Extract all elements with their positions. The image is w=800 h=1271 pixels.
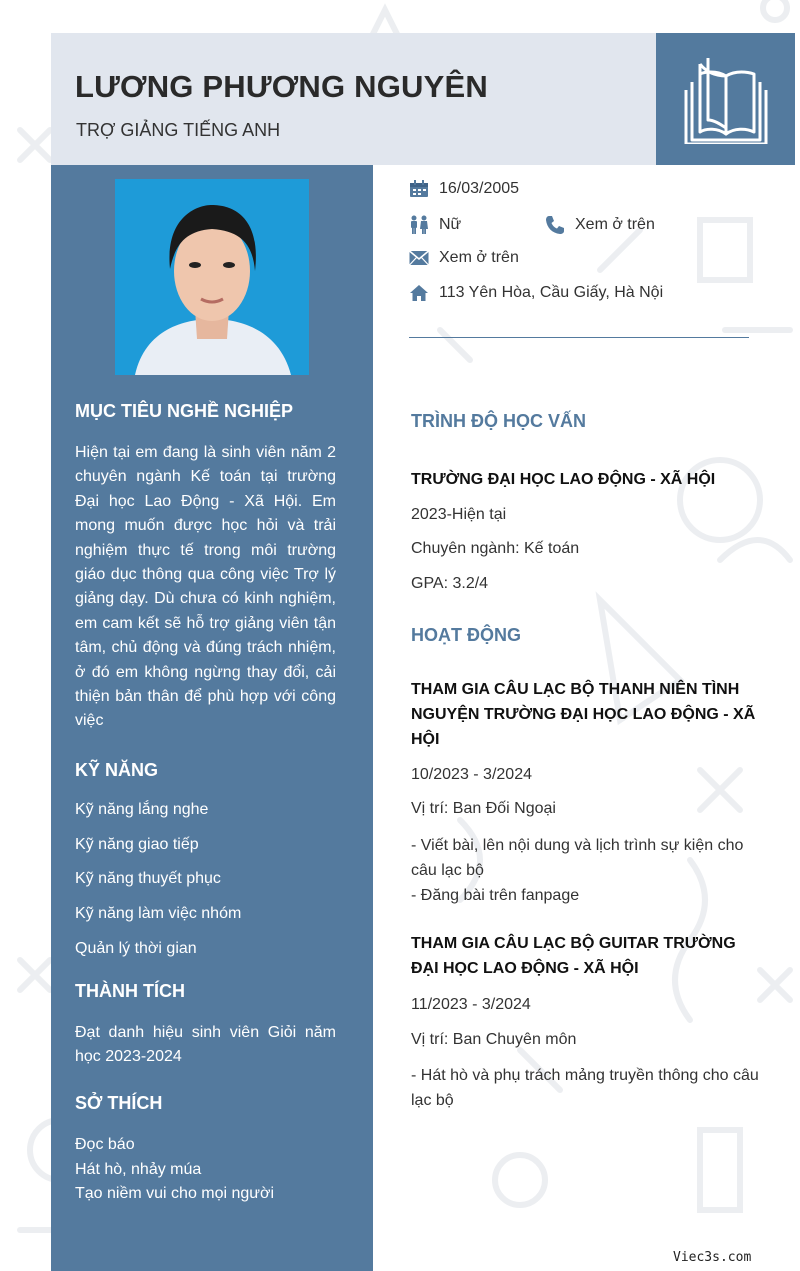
mail-icon bbox=[409, 250, 429, 266]
candidate-role: TRỢ GIẢNG TIẾNG ANH bbox=[76, 120, 281, 140]
book-icon bbox=[678, 54, 774, 144]
logo-box bbox=[656, 33, 795, 165]
phone-icon bbox=[545, 215, 565, 235]
achievements-title: THÀNH TÍCH bbox=[75, 981, 185, 1001]
address-row bbox=[409, 284, 663, 302]
activity-tasks bbox=[411, 833, 761, 908]
activity-tasks bbox=[411, 1063, 761, 1113]
birthday-value: 16/03/2005 bbox=[439, 180, 520, 197]
birthday-row bbox=[409, 180, 519, 198]
activity-task: - Hát hò và phụ trách mảng truyền thông cho câu lạc bộ bbox=[411, 1067, 759, 1109]
activity-period: 10/2023 - 3/2024 bbox=[411, 766, 532, 783]
activity-position: Vị trí: Ban Chuyên môn bbox=[411, 1031, 577, 1048]
phone-row bbox=[545, 215, 655, 235]
calendar-icon bbox=[409, 180, 429, 198]
activity-task: - Viết bài, lên nội dung và lịch trình sự kiện cho câu lạc bộ bbox=[411, 837, 744, 879]
activity-position: Vị trí: Ban Đối Ngoại bbox=[411, 800, 556, 817]
skill-item: Kỹ năng thuyết phục bbox=[75, 870, 221, 887]
skill-item: Kỹ năng làm việc nhóm bbox=[75, 905, 242, 922]
candidate-name: LƯƠNG PHƯƠNG NGUYÊN bbox=[75, 69, 488, 104]
education-period: 2023-Hiện tại bbox=[411, 506, 507, 523]
skill-item: Kỹ năng giao tiếp bbox=[75, 836, 199, 853]
watermark: Viec3s.com bbox=[673, 1250, 752, 1265]
hobby-item: Đọc báo bbox=[75, 1136, 135, 1153]
education-gpa: GPA: 3.2/4 bbox=[411, 575, 489, 592]
hobby-item: Hát hò, nhảy múa bbox=[75, 1160, 202, 1178]
skills-title: KỸ NĂNG bbox=[75, 760, 159, 780]
activity-title: THAM GIA CÂU LẠC BỘ GUITAR TRƯỜNG ĐẠI HỌC LAO ĐỘNG - XÃ HỘI bbox=[411, 935, 736, 977]
header bbox=[51, 33, 656, 165]
hobbies-list bbox=[75, 1133, 274, 1207]
objective-text: Hiện tại em đang là sinh viên năm 2 chuyên ngành Kế toán tại trường Đại học Lao Động - Xã Hội. Em mong muốn được học hỏi và trải nghiệm thực tế trong môi trường giáo dục thông qua công việc Trợ lý giảng dạy. Dù chưa có kinh nghiệm, em cam kết sẽ hỗ trợ giảng viên tận tâm, chủ động và đúng trách nhiệm, ở đó em không ngừng thay đổi, cải thiện bản thân để phù hợp với công việc bbox=[75, 444, 336, 730]
gender-icon bbox=[409, 215, 429, 235]
objective-title: MỤC TIÊU NGHỀ NGHIỆP bbox=[75, 401, 294, 421]
address-value: 113 Yên Hòa, Cầu Giấy, Hà Nội bbox=[439, 284, 664, 301]
activity-task: - Đăng bài trên fanpage bbox=[411, 887, 580, 904]
main-column bbox=[373, 165, 800, 1271]
phone-value[interactable]: Xem ở trên bbox=[575, 216, 655, 233]
gender-value: Nữ bbox=[439, 216, 462, 233]
skill-item: Kỹ năng lắng nghe bbox=[75, 801, 209, 818]
activities-title: HOẠT ĐỘNG bbox=[411, 625, 521, 645]
activity-period: 11/2023 - 3/2024 bbox=[411, 996, 531, 1013]
hobbies-title: SỞ THÍCH bbox=[75, 1093, 163, 1113]
email-row bbox=[409, 249, 519, 267]
activity-title: THAM GIA CÂU LẠC BỘ THANH NIÊN TÌNH NGUYỆN TRƯỜNG ĐẠI HỌC LAO ĐỘNG - XÃ HỘI bbox=[411, 681, 756, 748]
skill-item: Quản lý thời gian bbox=[75, 940, 197, 957]
email-value[interactable]: Xem ở trên bbox=[439, 249, 519, 266]
home-icon bbox=[409, 284, 429, 302]
profile-photo bbox=[115, 179, 309, 375]
contact-divider bbox=[409, 337, 749, 338]
education-title: TRÌNH ĐỘ HỌC VẤN bbox=[411, 411, 586, 431]
achievements-text: Đạt danh hiệu sinh viên Giỏi năm học 2023-2024 bbox=[75, 1024, 336, 1066]
hobby-item: Tạo niềm vui cho mọi người bbox=[75, 1185, 275, 1202]
sidebar bbox=[51, 165, 373, 1271]
gender-row bbox=[409, 215, 461, 235]
education-major: Chuyên ngành: Kế toán bbox=[411, 540, 580, 557]
education-school: TRƯỜNG ĐẠI HỌC LAO ĐỘNG - XÃ HỘI bbox=[411, 471, 716, 488]
